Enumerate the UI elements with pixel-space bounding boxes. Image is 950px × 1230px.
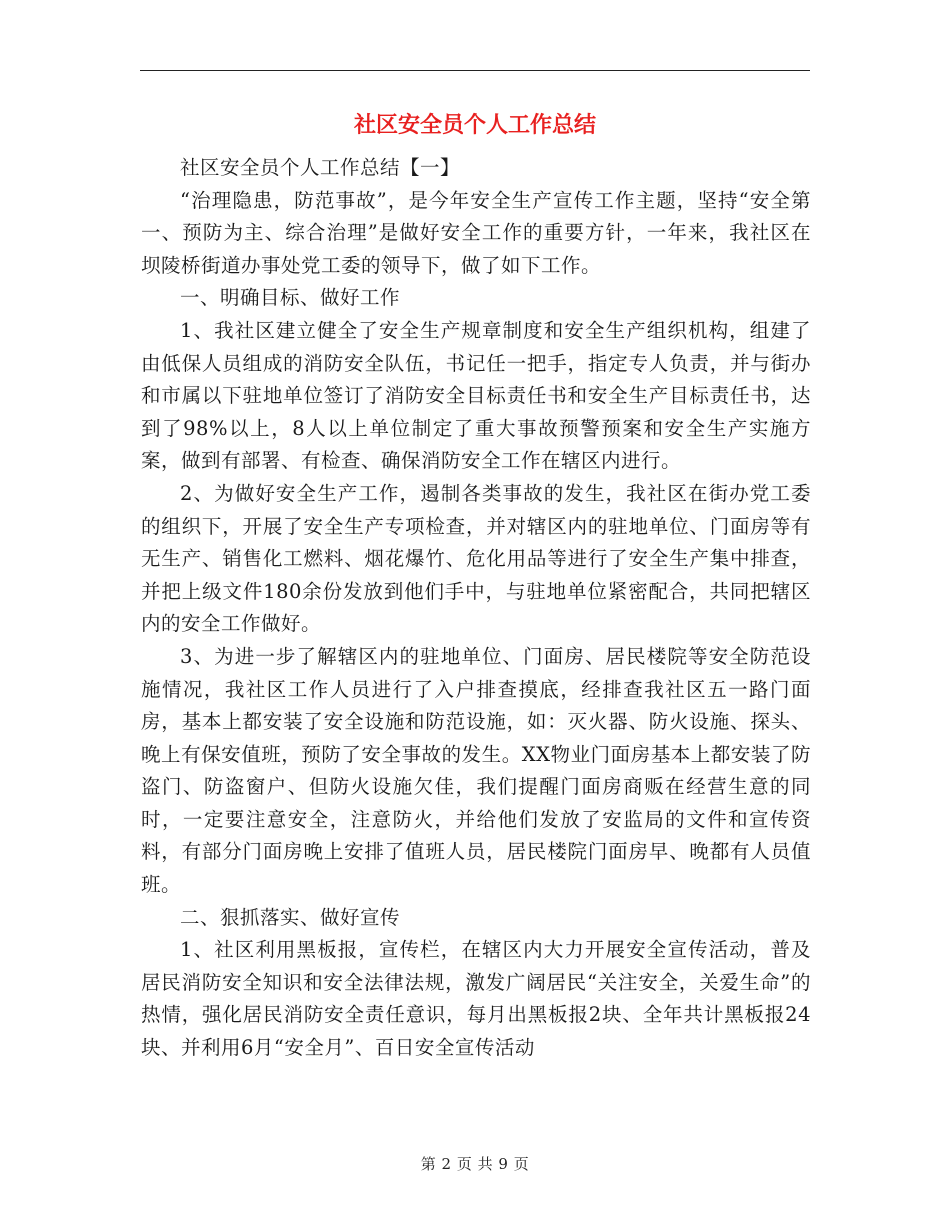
paragraph-item-2: 2、为做好安全生产工作，遏制各类事故的发生，我社区在街办党工委的组织下，开展了安全生产专项检查，并对辖区内的驻地单位、门面房等有无生产、销售化工燃料、烟花爆竹、危化用品等进行了安全生产集中排查，并把上级文件180余份发放到他们手中，与驻地单位紧密配合，共同把辖区内的安全工作做好。	[141, 481, 811, 636]
document-body	[141, 152, 811, 1065]
paragraph-section2-item-1: 1、社区利用黑板报，宣传栏，在辖区内大力开展安全宣传活动，普及居民消防安全知识和安全法律法规，激发广阔居民“关注安全，关爱生命”的热情，强化居民消防安全责任意识，每月出黑板报2块、全年共计黑板报24块、并利用6月“安全月”、百日安全宣传活动	[141, 938, 811, 1060]
page-number-footer: 第 2 页 共 9 页	[420, 1155, 530, 1173]
paragraph-item-3: 3、为进一步了解辖区内的驻地单位、门面房、居民楼院等安全防范设施情况，我社区工作人员进行了入户排查摸底，经排查我社区五一路门面房，基本上都安装了安全设施和防范设施，如：灭火器、防火设施、探头、晚上有保安值班，预防了安全事故的发生。XX物业门面房基本上都安装了防盗门、防盗窗户、但防火设施欠佳，我们提醒门面房商贩在经营生意的同时，一定要注意安全，注意防火，并给他们发放了安监局的文件和宣传资料，有部分门面房晚上安排了值班人员，居民楼院门面房早、晚都有人员值班。	[141, 644, 811, 897]
section-heading-2: 二、狠抓落实、做好宣传	[180, 905, 401, 929]
section-heading-1: 一、明确目标、做好工作	[180, 286, 401, 310]
paragraph-item-1: 1、我社区建立健全了安全生产规章制度和安全生产组织机构，组建了由低保人员组成的消防安全队伍，书记任一把手，指定专人负责，并与街办和市属以下驻地单位签订了消防安全目标责任书和安全生产目标责任书，达到了98%以上，8人以上单位制定了重大事故预警预案和安全生产实施方案，做到有部署、有检查、确保消防安全工作在辖区内进行。	[141, 318, 811, 473]
header-rule	[140, 70, 810, 71]
paragraph-heading-one: 社区安全员个人工作总结【一】	[180, 156, 461, 179]
paragraph-intro: “治理隐患，防范事故”，是今年安全生产宣传工作主题，坚持“安全第一、预防为主、综合治理”是做好安全工作的重要方针，一年来，我社区在坝陵桥街道办事处党工委的领导下，做了如下工作。	[141, 188, 811, 277]
document-title: 社区安全员个人工作总结	[353, 113, 596, 138]
